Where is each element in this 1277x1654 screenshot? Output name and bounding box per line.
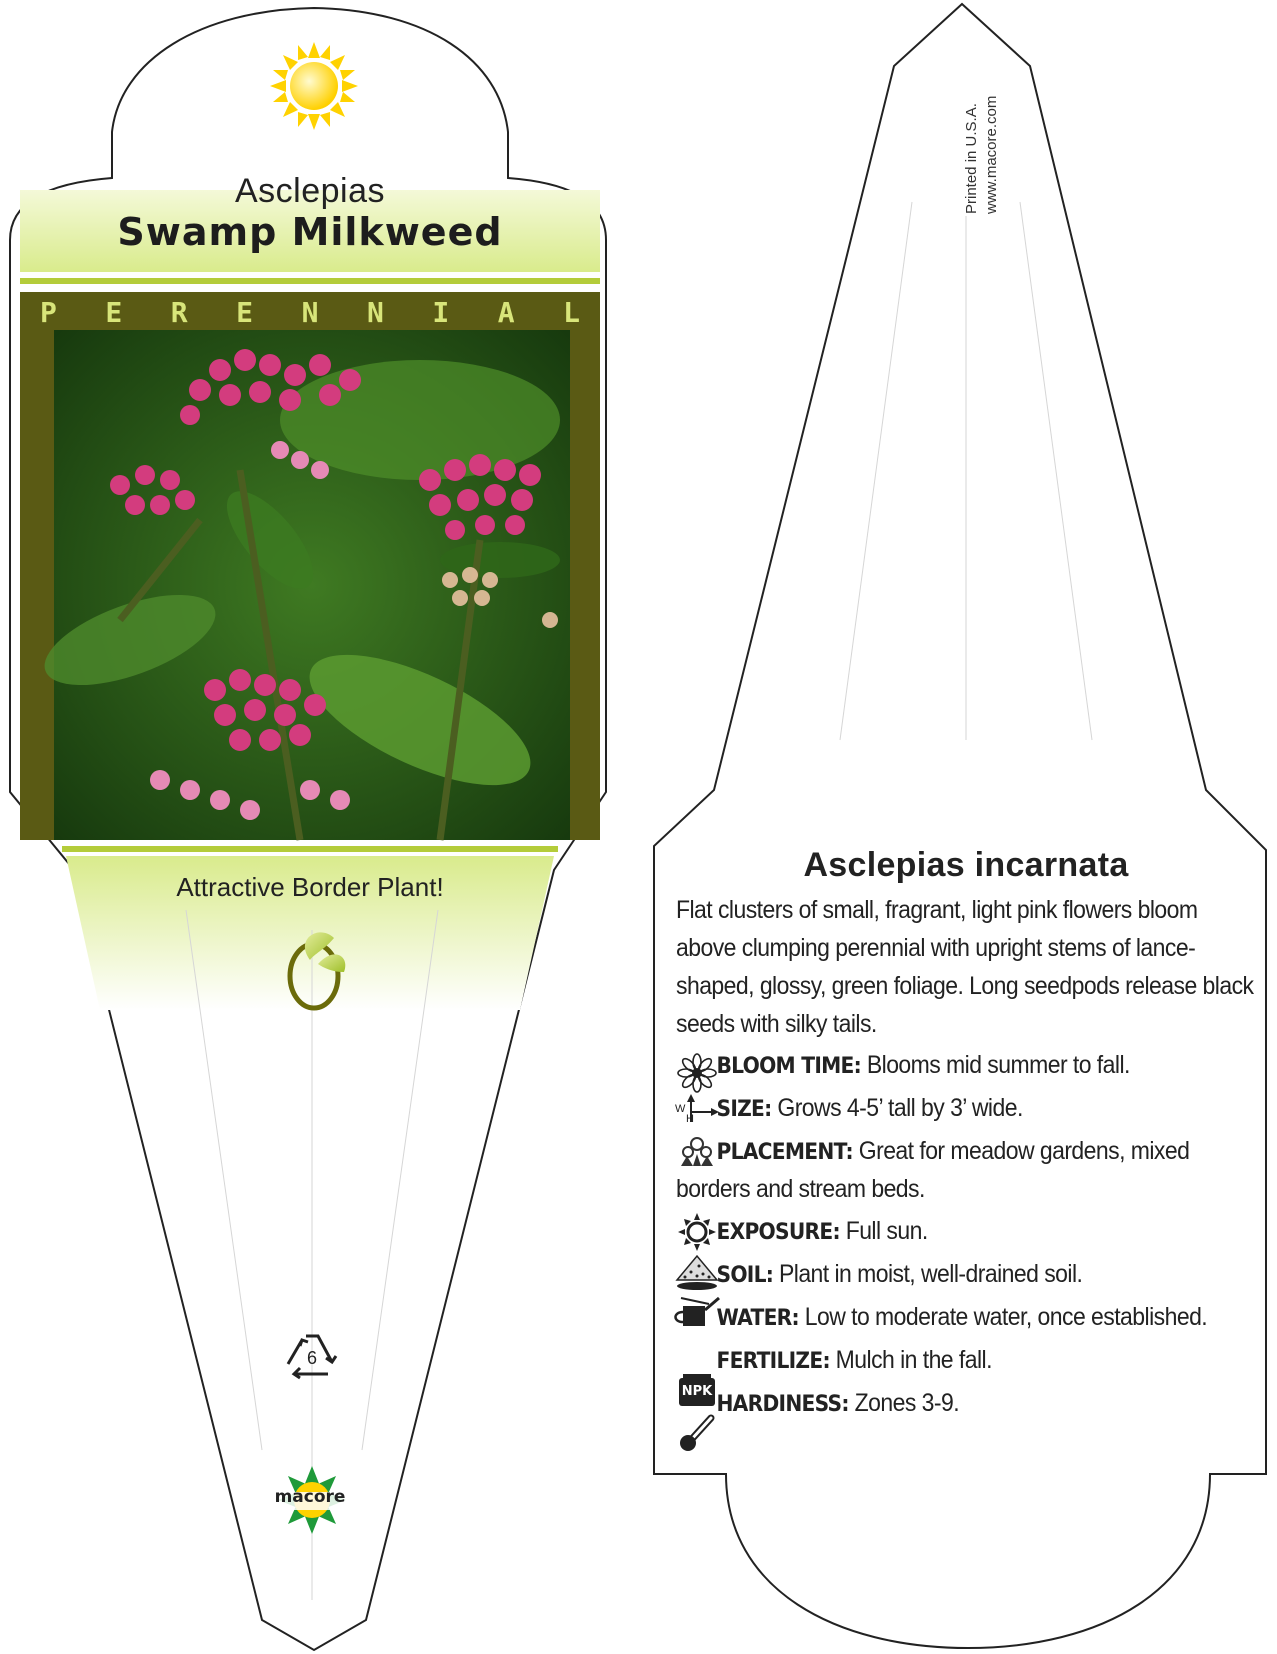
category-letter: L: [563, 296, 580, 329]
printed-line: Printed in U.S.A.: [963, 103, 980, 214]
care-label: WATER:: [716, 1306, 799, 1331]
care-text: Great for meadow gardens, mixed borders and stream beds.: [676, 1137, 1190, 1203]
front-header-rule: [20, 278, 600, 284]
back-content: [676, 846, 1256, 1428]
care-item-water: [676, 1299, 1256, 1337]
website-line: www.macore.com: [983, 95, 1000, 214]
care-label: PLACEMENT:: [716, 1140, 853, 1165]
npk-icon-label: NPK: [681, 1384, 713, 1399]
care-item-fertilize: [676, 1342, 1256, 1380]
care-item-hardiness: [676, 1385, 1256, 1423]
care-text: Full sun.: [845, 1217, 928, 1245]
care-item-exposure: [676, 1213, 1256, 1251]
size-icon-w: W: [675, 1103, 686, 1115]
plant-photo: [33, 330, 570, 840]
care-item-soil: [676, 1256, 1256, 1294]
care-text: Zones 3-9.: [854, 1389, 960, 1417]
size-icon-h: H: [686, 1113, 694, 1125]
plant-description: Flat clusters of small, fragrant, light pink flowers bloom above clumping perennial with upright stems of lance-shaped, glossy, green foliage. Long seedpods release black seeds with silky tails.: [676, 896, 1254, 1038]
tagline: Attractive Border Plant!: [176, 872, 444, 902]
care-text: Blooms mid summer to fall.: [866, 1051, 1130, 1079]
front-lower-rule: [62, 846, 558, 852]
care-label: SOIL:: [716, 1263, 774, 1288]
care-label: BLOOM TIME:: [716, 1054, 861, 1079]
category-label: [40, 296, 580, 329]
category-letter: E: [236, 296, 254, 329]
sun-icon: [270, 42, 358, 130]
care-text: Grows 4-5’ tall by 3’ wide.: [777, 1094, 1023, 1122]
care-label: FERTILIZE:: [716, 1349, 830, 1374]
botanical-name: Asclepias incarnata: [803, 846, 1129, 884]
category-letter: P: [40, 296, 57, 329]
care-label: SIZE:: [716, 1097, 772, 1122]
category-letter: E: [105, 296, 123, 329]
care-item-size: [676, 1090, 1256, 1128]
brand-logo-text: macore: [274, 1487, 346, 1507]
category-letter: N: [301, 296, 319, 329]
care-label: EXPOSURE:: [716, 1220, 840, 1245]
care-label: HARDINESS:: [716, 1392, 849, 1417]
care-list: [676, 1047, 1256, 1423]
care-item-placement: [676, 1133, 1256, 1208]
recycle-number: 6: [306, 1348, 317, 1368]
care-text: Plant in moist, well-drained soil.: [778, 1260, 1083, 1288]
category-letter: N: [366, 296, 384, 329]
category-letter: R: [170, 296, 188, 329]
common-name-title: Swamp Milkweed: [117, 210, 503, 254]
care-item-bloom-time: [676, 1047, 1256, 1085]
category-letter: A: [497, 296, 515, 329]
printed-note: [962, 96, 1002, 214]
care-text: Mulch in the fall.: [835, 1346, 992, 1374]
genus-title: Asclepias: [234, 172, 385, 210]
care-text: Low to moderate water, once established.: [804, 1303, 1208, 1331]
category-letter: I: [432, 296, 450, 329]
